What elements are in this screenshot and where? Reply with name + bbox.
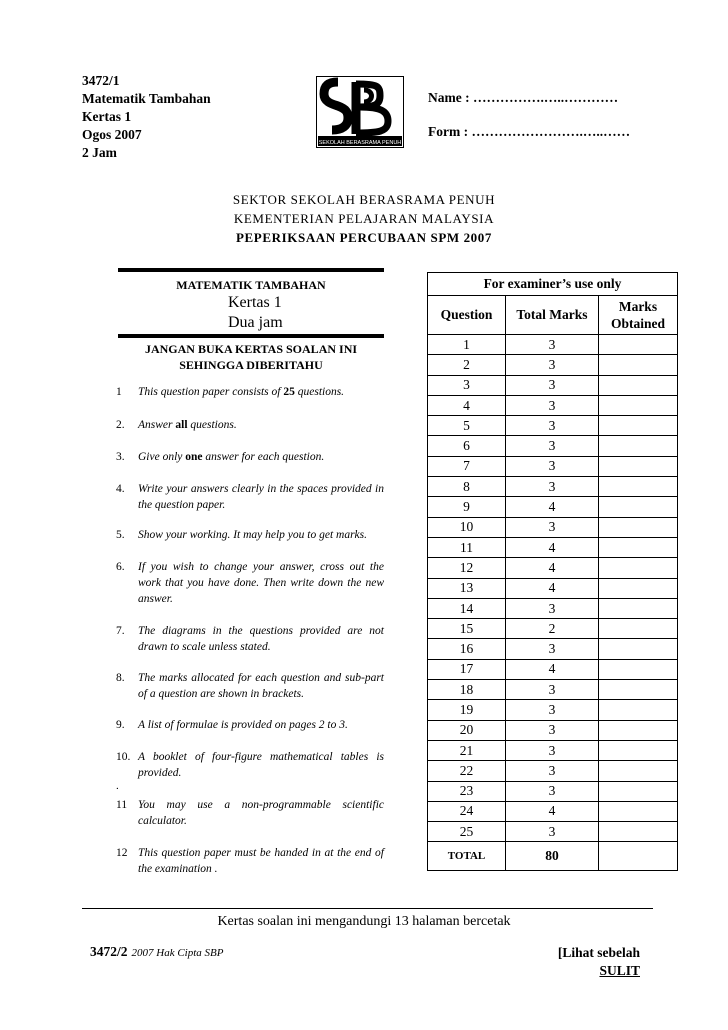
total-marks: 3 [506,395,599,415]
marks-obtained-cell [598,680,677,700]
table-row [428,497,678,517]
marks-obtained-cell [598,375,677,395]
table-row [428,680,678,700]
cover-duration: Dua jam [228,314,283,331]
table-row [428,578,678,598]
total-marks: 3 [506,335,599,355]
total-marks: 3 [506,598,599,618]
table-row [428,375,678,395]
total-marks: 3 [506,517,599,537]
table-row [428,456,678,476]
instruction-6: 6. If you wish to change your answer, cross out the work that you have done. Then write down the new answer. [116,561,384,605]
instruction-9: 9. A list of formulae is provided on pages 2 to 3. [116,719,348,731]
table-row [428,720,678,740]
question-number: 12 [428,558,506,578]
table-row [428,355,678,375]
examiner-table-title: For examiner’s use only [428,273,678,296]
subject-name: Matematik Tambahan [82,91,211,106]
table-row [428,659,678,679]
marks-obtained-cell [598,355,677,375]
total-obtained [598,842,677,871]
total-marks: 3 [506,761,599,781]
instruction-8: 8. The marks allocated for each question and sub-part of a question are shown in brackets. [116,672,384,700]
total-marks: 4 [506,558,599,578]
table-row [428,537,678,557]
marks-obtained-cell [598,781,677,801]
total-marks: 3 [506,680,599,700]
question-number: 19 [428,700,506,720]
col-marks-obtained: Marks Obtained [598,296,677,335]
marks-obtained-cell [598,416,677,436]
table-row [428,639,678,659]
title-line-2: KEMENTERIAN PELAJARAN MALAYSIA [233,211,495,226]
marks-obtained-cell [598,537,677,557]
table-row [428,740,678,760]
warning-line-2: SEHINGGA DIBERITAHU [179,358,323,372]
marks-obtained-cell [598,477,677,497]
total-marks: 3 [506,639,599,659]
total-marks: 4 [506,537,599,557]
marks-obtained-cell [598,822,677,842]
marks-obtained-cell [598,761,677,781]
form-field: Form : …………………….…..…… [428,124,631,139]
instruction-2: 2. Answer all questions. [116,419,237,431]
total-marks: 3 [506,781,599,801]
total-marks: 3 [506,355,599,375]
footer-right [558,944,640,980]
question-number: 11 [428,537,506,557]
header-block [82,72,211,162]
table-row [428,416,678,436]
question-number: 4 [428,395,506,415]
total-marks: 4 [506,801,599,821]
table-row [428,598,678,618]
question-number: 10 [428,517,506,537]
total-value: 80 [506,842,599,871]
col-question: Question [428,296,506,335]
marks-obtained-cell [598,335,677,355]
table-row [428,558,678,578]
table-row [428,700,678,720]
footer-code: 3472/2 2007 Hak Cipta SBP [90,944,224,959]
page-count-note: Kertas soalan ini mengandungi 13 halaman bercetak [217,914,511,929]
marks-obtained-cell [598,740,677,760]
marks-obtained-cell [598,598,677,618]
marks-obtained-cell [598,456,677,476]
table-row [428,477,678,497]
total-marks: 3 [506,477,599,497]
question-number: 1 [428,335,506,355]
table-row [428,335,678,355]
total-marks: 3 [506,700,599,720]
table-row [428,619,678,639]
question-number: 13 [428,578,506,598]
question-number: 3 [428,375,506,395]
question-number: 22 [428,761,506,781]
marks-obtained-cell [598,578,677,598]
total-marks: 4 [506,578,599,598]
paper-number: Kertas 1 [82,109,132,124]
col-total-marks: Total Marks [506,296,599,335]
question-number: 23 [428,781,506,801]
table-row [428,395,678,415]
marks-obtained-cell [598,801,677,821]
table-row [428,801,678,821]
total-marks: 3 [506,822,599,842]
marks-obtained-cell [598,436,677,456]
instruction-1: 1 This question paper consists of 25 questions. [116,386,345,398]
classification: SULIT [599,963,640,978]
question-number: 25 [428,822,506,842]
table-row [428,436,678,456]
total-marks: 3 [506,375,599,395]
marks-obtained-cell [598,619,677,639]
marks-obtained-cell [598,659,677,679]
question-number: 24 [428,801,506,821]
total-label: TOTAL [428,842,506,871]
instruction-4: 4. Write your answers clearly in the spaces provided in the question paper. [116,483,384,511]
question-number: 18 [428,680,506,700]
instruction-5: 5. Show your working. It may help you to get marks. [116,529,368,541]
sbp-logo-icon [316,76,404,148]
marks-obtained-cell [598,700,677,720]
question-number: 9 [428,497,506,517]
logo-caption: SEKOLAH BERASRAMA PENUH [318,140,402,146]
total-marks: 3 [506,456,599,476]
question-number: 20 [428,720,506,740]
marks-obtained-cell [598,720,677,740]
title-line-1: SEKTOR SEKOLAH BERASRAMA PENUH [232,192,496,207]
total-marks: 3 [506,416,599,436]
table-row [428,761,678,781]
question-number: 8 [428,477,506,497]
instruction-11: 11 You may use a non-programmable scientific calculator. [116,799,384,827]
marks-obtained-cell [598,497,677,517]
instruction-10: 10. A booklet of four-figure mathematical tables is provided. [116,751,384,779]
total-marks: 4 [506,497,599,517]
total-marks: 3 [506,436,599,456]
question-number: 16 [428,639,506,659]
see-over: [Lihat sebelah [557,945,640,960]
question-number: 21 [428,740,506,760]
footer-rule [82,908,653,909]
question-number: 17 [428,659,506,679]
warning-line-1: JANGAN BUKA KERTAS SOALAN INI [144,342,358,356]
total-marks: 2 [506,619,599,639]
top-rule [118,268,384,272]
title-line-3: PEPERIKSAAN PERCUBAAN SPM 2007 [236,230,492,245]
examiner-table [427,272,678,871]
total-marks: 3 [506,720,599,740]
question-number: 7 [428,456,506,476]
total-marks: 3 [506,740,599,760]
marks-obtained-cell [598,639,677,659]
question-number: 2 [428,355,506,375]
total-marks: 4 [506,659,599,679]
question-number: 15 [428,619,506,639]
table-row [428,822,678,842]
question-number: 14 [428,598,506,618]
cover-subject: MATEMATIK TAMBAHAN [176,278,326,292]
table-row [428,781,678,801]
table-row [428,517,678,537]
name-field: Name : …………….…..………… [428,90,619,105]
middle-rule [118,334,384,338]
instruction-12: 12 This question paper must be handed in at the end of the examination . [116,847,384,875]
sbp-logo [316,76,404,148]
exam-duration: 2 Jam [82,145,117,160]
instruction-3: 3. Give only one answer for each question. [116,451,325,463]
cover-paper: Kertas 1 [228,294,282,311]
question-number: 6 [428,436,506,456]
question-number: 5 [428,416,506,436]
paper-code: 3472/1 [82,73,120,88]
exam-date: Ogos 2007 [82,127,142,142]
marks-obtained-cell [598,558,677,578]
instruction-7: 7. The diagrams in the questions provided are not drawn to scale unless stated. [116,625,384,653]
marks-obtained-cell [598,395,677,415]
marks-obtained-cell [598,517,677,537]
stray-dot: . [116,780,119,792]
